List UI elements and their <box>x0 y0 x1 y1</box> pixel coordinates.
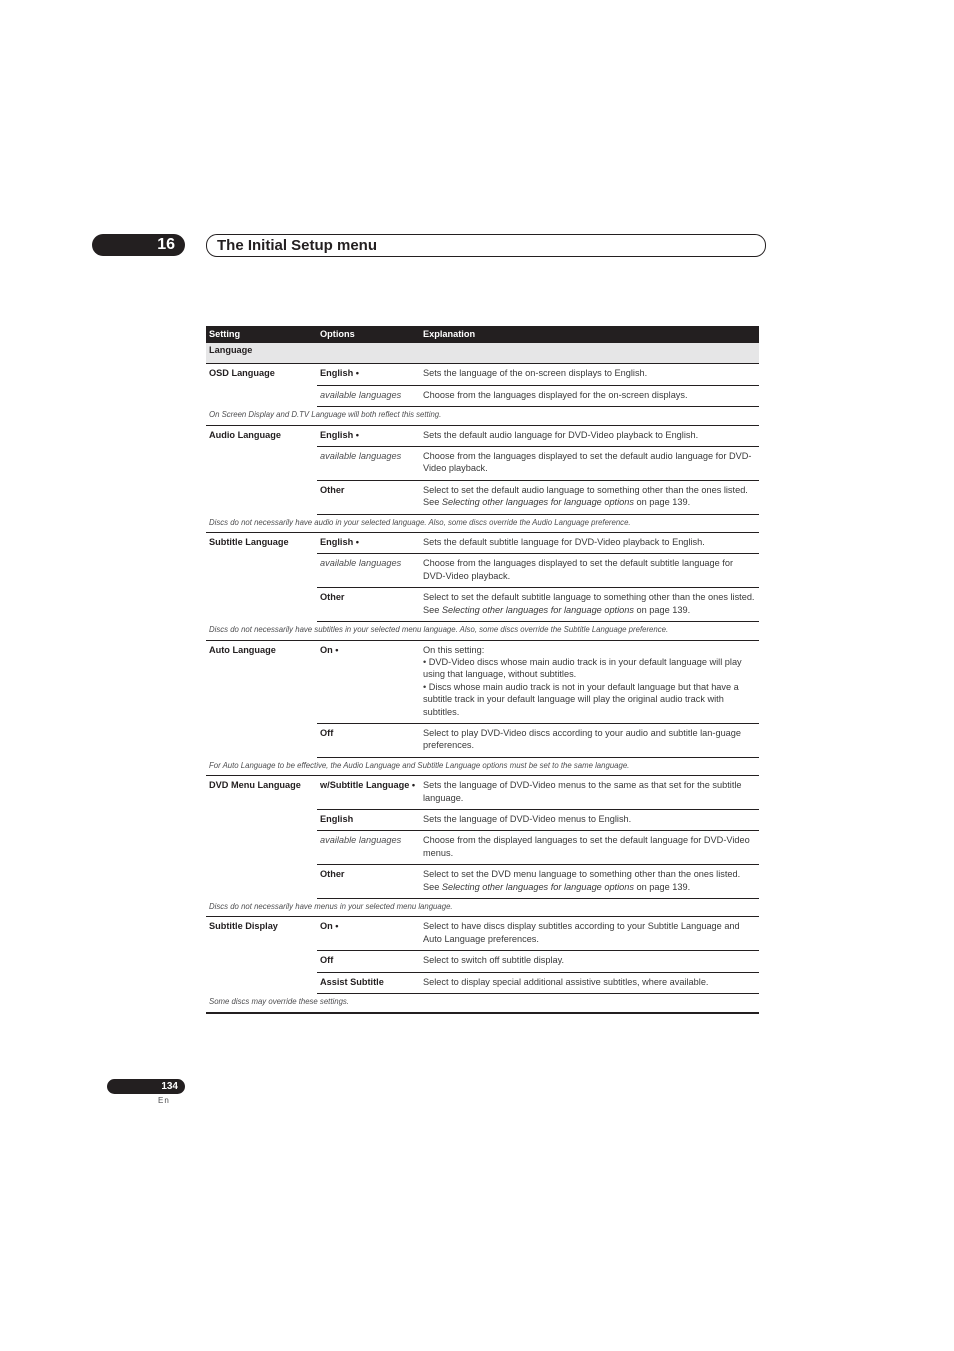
note-row <box>206 994 759 1014</box>
explanation-text: Select to set the default audio language to something other than the ones listed. See <box>423 484 748 508</box>
note-text: On Screen Display and D.TV Language will both reflect this setting. <box>206 407 759 425</box>
explanation-cell: Choose from the languages displayed to set the default audio language for DVD-Video playback. <box>420 447 759 481</box>
explanation-cell <box>420 640 759 723</box>
table-row <box>206 533 759 554</box>
option-cell: available languages <box>317 831 420 865</box>
table-header-row <box>206 326 759 343</box>
explanation-cell: Sets the language of DVD-Video menus to English. <box>420 809 759 830</box>
note-text: Discs do not necessarily have menus in your selected menu language. <box>206 899 759 917</box>
explanation-cell: Sets the default audio language for DVD-Video playback to English. <box>420 425 759 446</box>
option-cell: Other <box>317 865 420 899</box>
page-reference: on page 139. <box>633 604 691 615</box>
chapter-number: 16 <box>157 236 175 253</box>
cross-reference: Selecting other languages for language options <box>441 604 634 615</box>
option-cell: English • <box>317 533 420 554</box>
explanation-cell: Choose from the languages displayed to set the default subtitle language for DVD-Video playback. <box>420 554 759 588</box>
table-row <box>206 776 759 810</box>
option-cell: English • <box>317 364 420 385</box>
column-header-setting: Setting <box>206 326 317 343</box>
explanation-cell: Select to switch off subtitle display. <box>420 951 759 972</box>
explanation-line: On this setting: <box>423 644 485 655</box>
note-row <box>206 622 759 640</box>
language-code: En <box>158 1096 170 1105</box>
setting-name: OSD Language <box>209 368 275 379</box>
note-row <box>206 514 759 532</box>
explanation-bullet: • Discs whose main audio track is not in your default language but that have a subtitle track in your default language will play the original audio track with subtitles. <box>423 681 739 717</box>
section-row <box>206 343 759 364</box>
option-cell: Assist Subtitle <box>317 972 420 993</box>
note-row <box>206 899 759 917</box>
option-cell: available languages <box>317 385 420 406</box>
column-header-options: Options <box>317 326 420 343</box>
table-row <box>206 640 759 723</box>
option-cell: available languages <box>317 554 420 588</box>
explanation-cell: Sets the language of DVD-Video menus to the same as that set for the subtitle language. <box>420 776 759 810</box>
option-cell: available languages <box>317 447 420 481</box>
explanation-cell: Sets the language of the on-screen displays to English. <box>420 364 759 385</box>
table-row <box>206 917 759 951</box>
explanation-cell: Select to have discs display subtitles according to your Subtitle Language and Auto Language preferences. <box>420 917 759 951</box>
explanation-bullet: • DVD-Video discs whose main audio track is in your default language will play using that language, without subtitles. <box>423 656 742 680</box>
page-reference: on page 139. <box>633 881 691 892</box>
option-cell: w/Subtitle Language • <box>317 776 420 810</box>
chapter-title-box <box>206 234 766 257</box>
setting-name: Subtitle Display <box>209 921 278 932</box>
cross-reference: Selecting other languages for language options <box>441 881 634 892</box>
option-cell: English <box>317 809 420 830</box>
note-text: Discs do not necessarily have subtitles in your selected menu language. Also, some discs override the Subtitle Language preference. <box>206 622 759 640</box>
column-header-explanation: Explanation <box>420 326 759 343</box>
option-cell: On • <box>317 640 420 723</box>
note-text: Some discs may override these settings. <box>206 994 759 1014</box>
table-row <box>206 425 759 446</box>
explanation-text: Select to set the DVD menu language to something other than the ones listed. See <box>423 869 741 892</box>
section-label: Language <box>206 343 759 364</box>
option-cell: Off <box>317 723 420 757</box>
cross-reference: Selecting other languages for language options <box>441 497 634 508</box>
setting-name: Auto Language <box>209 644 276 655</box>
option-cell: On • <box>317 917 420 951</box>
setting-name: Subtitle Language <box>209 537 289 548</box>
settings-table <box>206 326 759 1014</box>
page-reference: on page 139. <box>633 497 691 508</box>
explanation-cell: Choose from the languages displayed for the on-screen displays. <box>420 385 759 406</box>
chapter-badge <box>92 234 185 256</box>
explanation-cell: Select to display special additional assistive subtitles, where available. <box>420 972 759 993</box>
explanation-cell <box>420 480 759 514</box>
explanation-cell <box>420 588 759 622</box>
explanation-cell: Sets the default subtitle language for DVD-Video playback to English. <box>420 533 759 554</box>
explanation-text: Select to set the default subtitle language to something other than the ones listed. See <box>423 592 755 615</box>
option-cell: Other <box>317 588 420 622</box>
setting-name: DVD Menu Language <box>209 780 301 791</box>
page-title: The Initial Setup menu <box>217 237 378 254</box>
explanation-cell <box>420 865 759 899</box>
note-text: For Auto Language to be effective, the Audio Language and Subtitle Language options must be set to the same language. <box>206 757 759 775</box>
option-cell: English • <box>317 425 420 446</box>
table-row <box>206 364 759 385</box>
option-cell: Other <box>317 480 420 514</box>
option-cell: Off <box>317 951 420 972</box>
explanation-cell: Select to play DVD-Video discs according to your audio and subtitle lan-guage preferences. <box>420 723 759 757</box>
setting-name: Audio Language <box>209 429 281 440</box>
note-row <box>206 407 759 425</box>
explanation-cell: Choose from the displayed languages to set the default language for DVD-Video menus. <box>420 831 759 865</box>
page-number: 134 <box>161 1081 178 1092</box>
page-number-badge <box>107 1079 185 1094</box>
note-row <box>206 757 759 775</box>
note-text: Discs do not necessarily have audio in your selected language. Also, some discs override the Audio Language preference. <box>206 514 759 532</box>
